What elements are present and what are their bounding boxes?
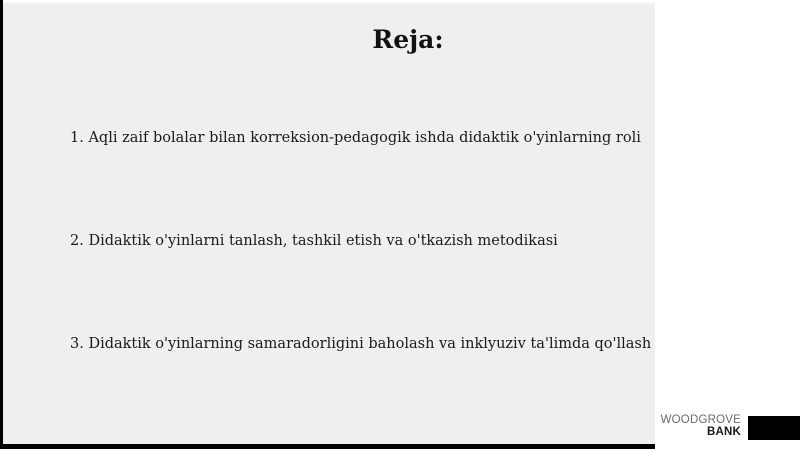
slide <box>3 3 655 444</box>
slide-title: Reja: <box>372 25 444 54</box>
plan-item-1: 1. Aqli zaif bolalar bilan korreksion-pedagogik ishda didaktik o'yinlarning roli <box>70 130 641 146</box>
woodgrove-bank-logo <box>659 414 741 438</box>
logo-line-woodgrove: WOODGROVE <box>660 414 741 426</box>
logo-black-block <box>748 416 800 440</box>
logo-line-bank: BANK <box>706 426 741 438</box>
plan-item-3: 3. Didaktik o'yinlarning samaradorligini baholash va inklyuziv ta'limda qo'llash <box>70 336 652 352</box>
slide-left-border <box>0 0 3 449</box>
plan-item-2: 2. Didaktik o'yinlarni tanlash, tashkil etish va o'tkazish metodikasi <box>70 233 558 249</box>
slide-bottom-border <box>0 444 655 449</box>
